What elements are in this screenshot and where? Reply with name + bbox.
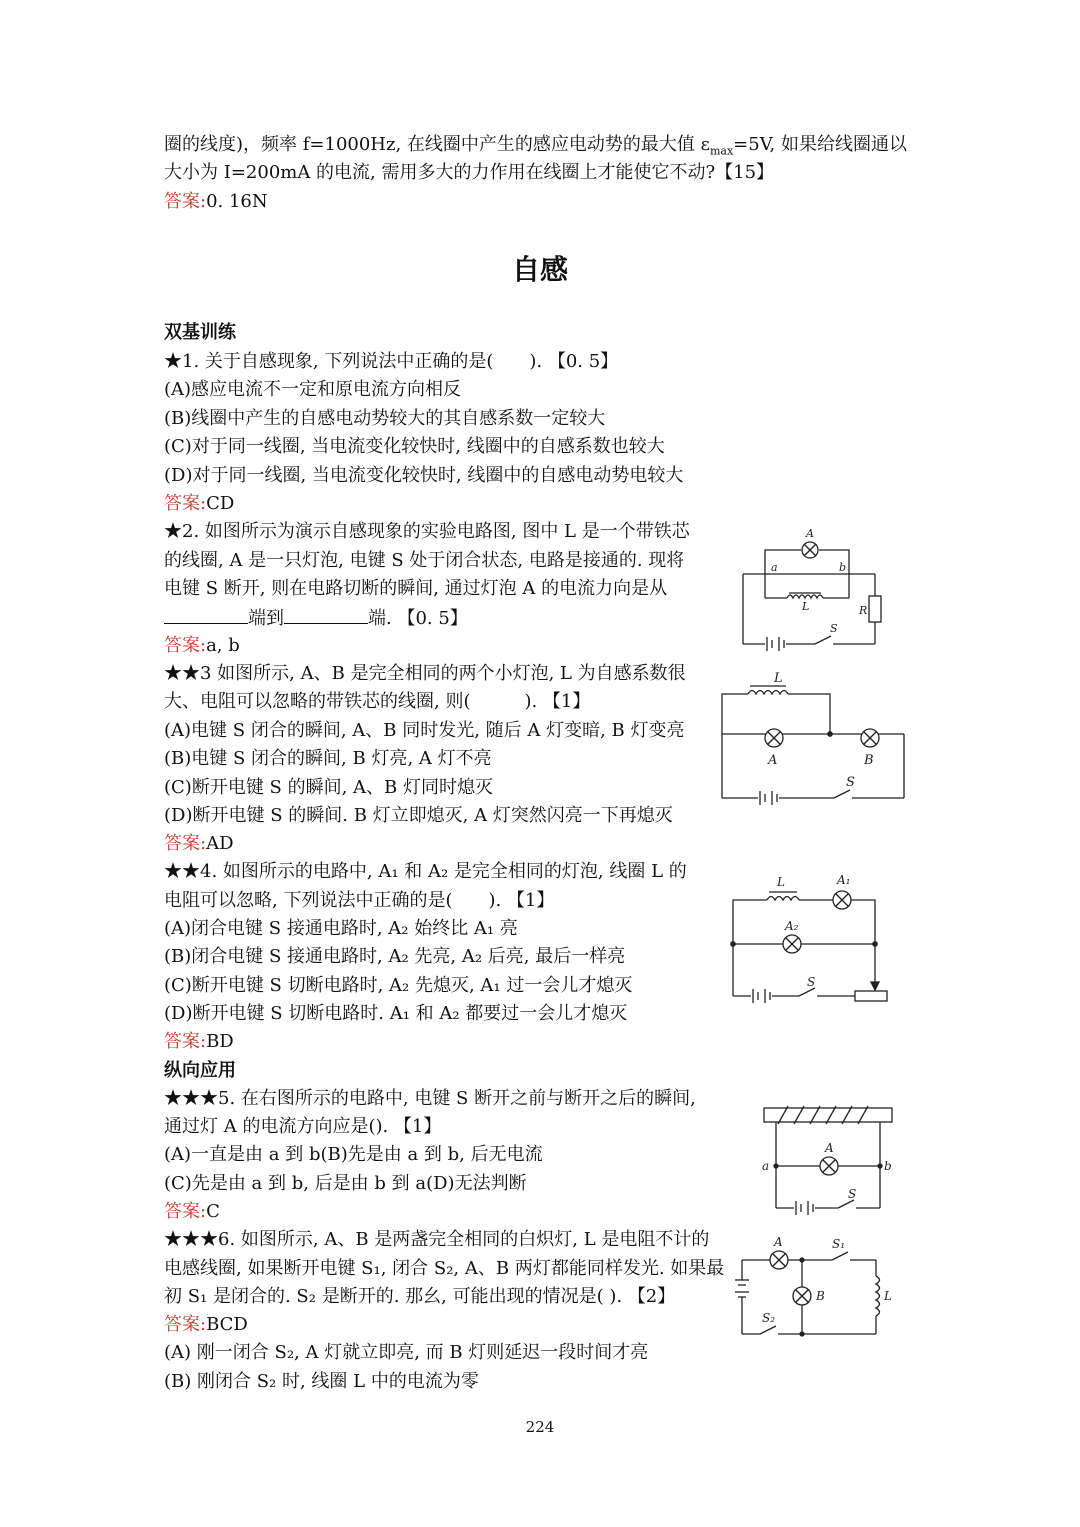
q3-option-a: (A)电键 S 闭合的瞬间, A、B 同时发光, 随后 A 灯变暗, B 灯变亮 xyxy=(164,720,685,741)
q5-answer: 答案:C xyxy=(164,1201,220,1222)
switch-icon xyxy=(815,636,831,644)
svg-text:A: A xyxy=(825,1141,834,1155)
svg-text:S₁: S₁ xyxy=(832,1237,846,1251)
svg-text:L: L xyxy=(777,875,785,889)
switch-icon xyxy=(799,988,815,996)
page-number: 224 xyxy=(525,1418,555,1436)
q3-line-2: 大、电阻可以忽略的带铁芯的线圈, 则( ). 【1】 xyxy=(164,691,591,712)
svg-text:R: R xyxy=(859,604,868,617)
q6-circuit-figure xyxy=(732,1236,902,1342)
svg-text:S: S xyxy=(848,1187,857,1201)
svg-text:S₂: S₂ xyxy=(762,1311,776,1325)
svg-text:B: B xyxy=(864,753,874,768)
q6-line-1: ★★★6. 如图所示, A、B 是两盏完全相同的白炽灯, L 是电阻不计的 xyxy=(164,1229,710,1250)
svg-text:L: L xyxy=(884,1289,892,1303)
q4-line-1: ★★4. 如图所示的电路中, A₁ 和 A₂ 是完全相同的灯泡, 线圈 L 的 xyxy=(164,861,687,882)
q4-line-2: 电阻可以忽略, 下列说法中正确的是( ). 【1】 xyxy=(164,890,555,911)
q6-option-a: (A) 刚一闭合 S₂, A 灯就立即亮, 而 B 灯则延迟一段时间才亮 xyxy=(164,1342,649,1363)
q3-circuit-figure xyxy=(718,666,908,806)
svg-text:B: B xyxy=(816,1289,825,1303)
q3-option-b: (B)电键 S 闭合的瞬间, B 灯亮, A 灯不亮 xyxy=(164,748,492,769)
q3-option-d: (D)断开电键 S 的瞬间. B 灯立即熄灭, A 灯突然闪亮一下再熄灭 xyxy=(164,805,673,826)
q6-option-b: (B) 刚闭合 S₂ 时, 线圈 L 中的电流为零 xyxy=(164,1371,479,1392)
svg-text:S: S xyxy=(846,775,855,790)
svg-text:b: b xyxy=(884,1159,892,1173)
switch-icon xyxy=(834,790,850,798)
resistor-icon xyxy=(869,596,881,622)
svg-text:A: A xyxy=(768,753,778,768)
coil-icon xyxy=(778,1106,868,1124)
q5-circuit-figure xyxy=(758,1098,898,1218)
svg-text:L: L xyxy=(774,671,783,686)
svg-text:A₂: A₂ xyxy=(785,919,799,933)
q1-option-b: (B)线圈中产生的自感电动势较大的其自感系数一定较大 xyxy=(164,408,606,429)
section-heading-basic: 双基训练 xyxy=(164,322,236,343)
q1-option-c: (C)对于同一线圈, 当电流变化较快时, 线圈中的自感系数也较大 xyxy=(164,436,665,457)
q2-line-3: 电键 S 断开, 则在电路切断的瞬间, 通过灯泡 A 的电流力向是从 xyxy=(164,578,668,599)
q5-options-ab: (A)一直是由 a 到 b(B)先是由 a 到 b, 后无电流 xyxy=(164,1144,543,1165)
inductor-icon xyxy=(787,595,823,598)
svg-text:L: L xyxy=(802,600,810,613)
q4-answer: 答案:BD xyxy=(164,1031,234,1052)
svg-text:a: a xyxy=(762,1159,770,1173)
blank-2 xyxy=(284,605,368,624)
svg-text:S: S xyxy=(807,975,816,989)
q5-line-2: 通过灯 A 的电流方向应是(). 【1】 xyxy=(164,1116,442,1137)
switch-s1-icon xyxy=(832,1252,848,1260)
q3-option-c: (C)断开电键 S 的瞬间, A、B 灯同时熄灭 xyxy=(164,777,493,798)
q4-option-d: (D)断开电键 S 切断电路时. A₁ 和 A₂ 都要过一会儿才熄灭 xyxy=(164,1003,628,1024)
q2-answer: 答案:a, b xyxy=(164,635,240,656)
q4-option-c: (C)断开电键 S 切断电路时, A₂ 先熄灭, A₁ 过一会儿才熄灭 xyxy=(164,975,633,996)
q4-option-b: (B)闭合电键 S 接通电路时, A₂ 先亮, A₂ 后亮, 最后一样亮 xyxy=(164,946,626,967)
q4-circuit-figure xyxy=(725,868,895,1008)
q5-options-cd: (C)先是由 a 到 b, 后是由 b 到 a(D)无法判断 xyxy=(164,1173,527,1194)
svg-text:a: a xyxy=(771,561,778,574)
svg-text:A: A xyxy=(806,527,814,540)
svg-text:A₁: A₁ xyxy=(837,873,851,887)
q2-line-2: 的线圈, A 是一只灯泡, 电键 S 处于闭合状态, 电路是接通的. 现将 xyxy=(164,550,685,571)
top-line-1: 圈的线度)，频率 f=1000Hz, 在线圈中产生的感应电动势的最大值 $\varepsilon_{max}=5V$, 如果给线圈通以 xyxy=(164,134,908,158)
q2-line-4: 端到 端. 【0. 5】 xyxy=(164,605,468,632)
q2-line-1: ★2. 如图所示为演示自感现象的实验电路图, 图中 L 是一个带铁芯 xyxy=(164,521,690,542)
q1-option-a: (A)感应电流不一定和原电流方向相反 xyxy=(164,379,462,400)
q4-option-a: (A)闭合电键 S 接通电路时, A₂ 始终比 A₁ 亮 xyxy=(164,918,518,939)
q3-line-1: ★★3 如图所示, A、B 是完全相同的两个小灯泡, L 为自感系数很 xyxy=(164,663,686,684)
inductor-icon xyxy=(748,691,788,695)
q3-answer: 答案:AD xyxy=(164,833,234,854)
blank-1 xyxy=(164,605,248,624)
inductor-icon xyxy=(767,897,799,901)
page-title: 自感 xyxy=(511,253,568,286)
svg-text:b: b xyxy=(839,561,847,574)
svg-text:S: S xyxy=(830,622,838,635)
q2-circuit-figure xyxy=(735,522,885,652)
top-line-2: 大小为 I=200mA 的电流, 需用多大的力作用在线圈上才能使它不动?【15】 xyxy=(164,162,775,183)
q6-line-3: 初 S₁ 是闭合的. S₂ 是断开的. 那幺, 可能出现的情况是( ). 【2】 xyxy=(164,1286,676,1307)
top-answer: 答案:0. 16N xyxy=(164,191,268,212)
section-heading-application: 纵向应用 xyxy=(164,1060,236,1081)
q6-answer: 答案:BCD xyxy=(164,1314,248,1335)
q1-answer: 答案:CD xyxy=(164,493,235,514)
q1-stem: ★1. 关于自感现象, 下列说法中正确的是( ). 【0. 5】 xyxy=(164,351,619,372)
q5-line-1: ★★★5. 在右图所示的电路中, 电键 S 断开之前与断开之后的瞬间, xyxy=(164,1088,696,1109)
switch-icon xyxy=(838,1200,854,1208)
q1-option-d: (D)对于同一线圈, 当电流变化较快时, 线圈中的自感电动势电较大 xyxy=(164,465,684,486)
rheostat-icon xyxy=(855,991,887,1001)
switch-s2-icon xyxy=(760,1326,776,1334)
inductor-icon xyxy=(876,1276,880,1316)
svg-text:A: A xyxy=(774,1236,783,1249)
q6-line-2: 电感线圈, 如果断开电键 S₁, 闭合 S₂, A、B 两灯都能同样发光. 如果最 xyxy=(164,1258,725,1279)
